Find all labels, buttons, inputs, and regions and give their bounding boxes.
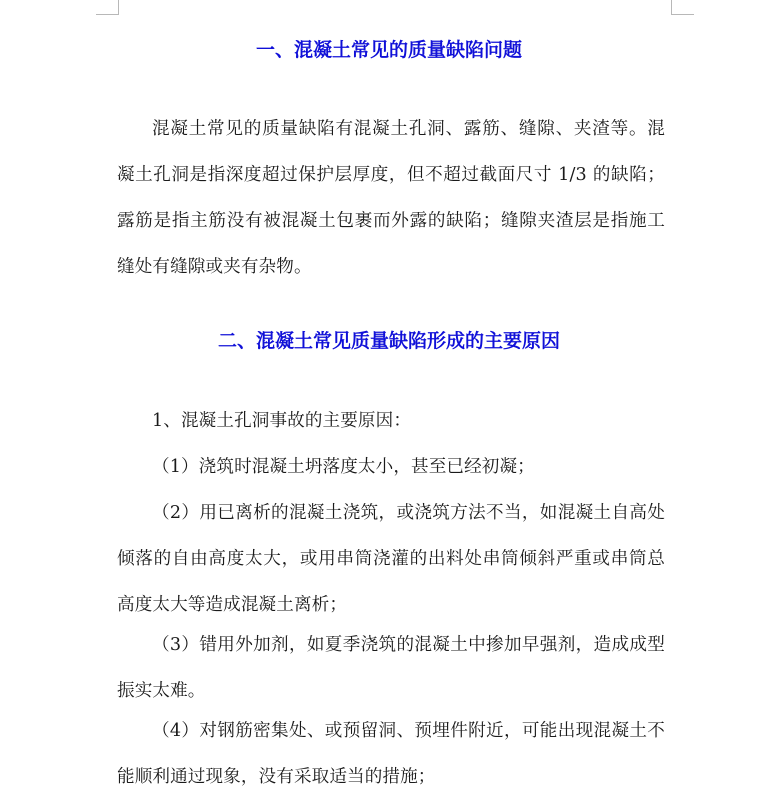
cause-item-2: （2）用已离析的混凝土浇筑，或浇筑方法不当，如混凝土自高处倾落的自由高度太大，或用串筒浇灌的出料处串筒倾斜严重或串筒总高度太大等造成混凝土离析； <box>117 503 665 615</box>
crop-mark-top-left <box>96 0 119 15</box>
crop-mark-top-right <box>671 0 694 15</box>
section-1-heading: 一、混凝土常见的质量缺陷问题 <box>255 39 522 61</box>
cause-item-1: （1）浇筑时混凝土坍落度太小，甚至已经初凝； <box>152 457 535 477</box>
section-2-heading: 二、混凝土常见质量缺陷形成的主要原因 <box>217 330 560 352</box>
cause-item-4: （4）对钢筋密集处、或预留洞、预埋件附近，可能出现混凝土不能顺利通过现象，没有采取适当的措施； <box>117 721 665 787</box>
subheading-hole-causes: 1、混凝土孔洞事故的主要原因： <box>152 411 412 431</box>
section-1-paragraph: 混凝土常见的质量缺陷有混凝土孔洞、露筋、缝隙、夹渣等。混凝土孔洞是指深度超过保护层厚度，但不超过截面尺寸 1/3 的缺陷；露筋是指主筋没有被混凝土包裹而外露的缺陷；缝隙夹渣层是指施工缝处有缝隙或夹有杂物。 <box>117 119 665 277</box>
cause-item-3: （3）错用外加剂，如夏季浇筑的混凝土中掺加早强剂，造成成型振实太难。 <box>117 635 665 701</box>
